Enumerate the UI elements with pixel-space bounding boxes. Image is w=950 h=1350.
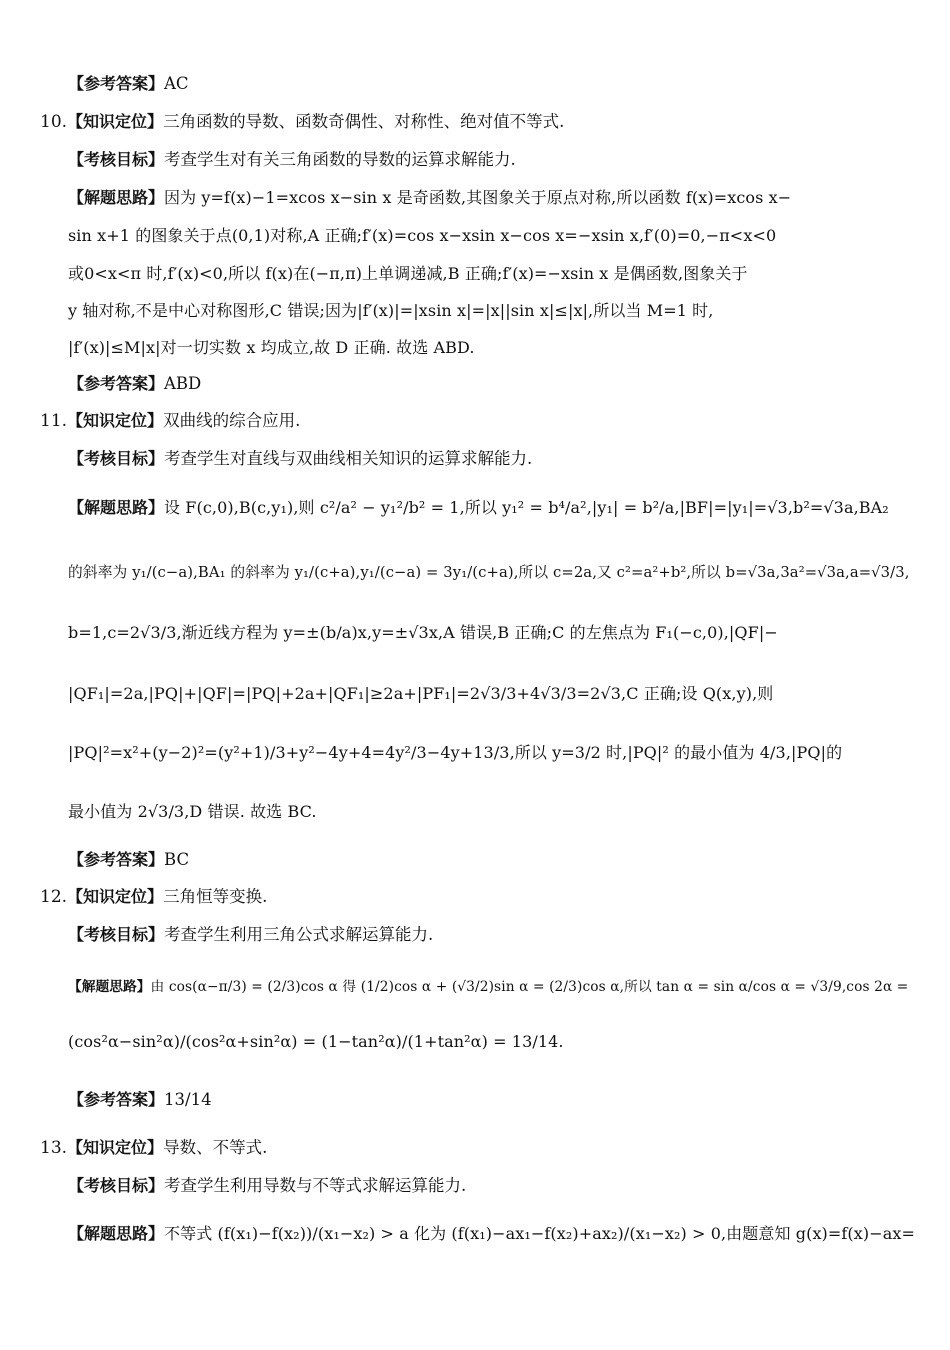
question-number: 13.: [40, 1138, 68, 1158]
goal-text: 考查学生利用导数与不等式求解运算能力.: [164, 1176, 467, 1195]
q11-idea-line-4: [68, 682, 910, 706]
goal-tag: 【考核目标】: [68, 449, 165, 468]
idea-text: 或0<x<π 时,f′(x)<0,所以 f(x)在(−π,π)上单调递减,B 正确;f′(x)=−xsin x 是偶函数,图象关于: [68, 264, 748, 283]
q11-answer-line: [68, 848, 910, 872]
answer-value: 13/14: [164, 1090, 212, 1109]
q12-idea-line-1: [68, 974, 910, 999]
q11-idea-line-2: [68, 560, 910, 585]
idea-text: 设 F(c,0),B(c,y₁),则 c²/a² − y₁²/b² = 1,所以 y₁² = b⁴/a²,|y₁| = b²/a,|BF|=|y₁|=√3,b²=√3a,BA₂: [164, 498, 889, 517]
q10-idea-line-4: [68, 299, 910, 323]
idea-text: b=1,c=2√3/3,渐近线方程为 y=±(b/a)x,y=±√3x,A 错误,B 正确;C 的左焦点为 F₁(−c,0),|QF|−: [68, 623, 778, 642]
topic-text: 三角恒等变换.: [163, 887, 268, 906]
idea-text: 由 cos(α−π/3) = (2/3)cos α 得 (1/2)cos α + (√3/2)sin α = (2/3)cos α,所以 tan α = sin α/cos α = √3/9,cos 2α =: [150, 979, 909, 995]
topic-tag: 【知识定位】: [67, 1138, 164, 1157]
idea-text: 最小值为 2√3/3,D 错误. 故选 BC.: [68, 802, 317, 821]
q11-idea-line-5: [68, 741, 910, 765]
goal-tag: 【考核目标】: [68, 1176, 165, 1195]
answer-value: BC: [164, 850, 190, 869]
idea-tag: 【解题思路】: [68, 188, 165, 207]
goal-tag: 【考核目标】: [68, 150, 165, 169]
idea-tag: 【解题思路】: [68, 498, 165, 517]
q10-goal-line: [68, 148, 910, 172]
answer-value: ABD: [164, 374, 202, 393]
question-number: 11.: [40, 411, 68, 431]
q10-idea-line-3: [68, 262, 910, 286]
idea-text: |f′(x)|≤M|x|对一切实数 x 均成立,故 D 正确. 故选 ABD.: [68, 338, 475, 357]
q11-goal-line: [68, 447, 910, 471]
q10-idea-line-1: [68, 186, 910, 210]
topic-tag: 【知识定位】: [67, 112, 164, 131]
q12-topic-line: [40, 885, 882, 909]
topic-text: 双曲线的综合应用.: [163, 411, 301, 430]
answer-tag: 【参考答案】: [68, 850, 165, 869]
q10-idea-line-5: [68, 336, 910, 360]
answer-tag: 【参考答案】: [68, 374, 165, 393]
q13-goal-line: [68, 1174, 910, 1198]
idea-tag: 【解题思路】: [68, 1224, 165, 1243]
topic-tag: 【知识定位】: [67, 411, 164, 430]
topic-tag: 【知识定位】: [67, 887, 164, 906]
idea-tag: 【解题思路】: [68, 979, 151, 995]
answer-tag: 【参考答案】: [68, 74, 165, 93]
q11-topic-line: [40, 409, 882, 433]
q11-idea-line-3: [68, 621, 910, 645]
goal-text: 考查学生利用三角公式求解运算能力.: [164, 925, 434, 944]
q12-answer-line: [68, 1088, 910, 1112]
goal-text: 考查学生对直线与双曲线相关知识的运算求解能力.: [164, 449, 533, 468]
q9-answer-line: [68, 72, 910, 96]
answer-tag: 【参考答案】: [68, 1090, 165, 1109]
idea-text: (cos²α−sin²α)/(cos²α+sin²α) = (1−tan²α)/(1+tan²α) = 13/14.: [68, 1032, 564, 1051]
q10-idea-line-2: [68, 224, 910, 248]
question-number: 12.: [40, 887, 68, 907]
q10-topic-line: [40, 110, 882, 134]
topic-text: 三角函数的导数、函数奇偶性、对称性、绝对值不等式.: [163, 112, 565, 131]
answer-value: AC: [164, 74, 189, 93]
goal-text: 考查学生对有关三角函数的导数的运算求解能力.: [164, 150, 516, 169]
question-number: 10.: [40, 112, 68, 132]
q13-topic-line: [40, 1136, 882, 1160]
idea-text: y 轴对称,不是中心对称图形,C 错误;因为|f′(x)|=|xsin x|=|x||sin x|≤|x|,所以当 M=1 时,: [68, 301, 714, 320]
topic-text: 导数、不等式.: [163, 1138, 268, 1157]
q12-idea-line-2: [68, 1030, 910, 1054]
q13-idea-line-1: [68, 1222, 916, 1246]
idea-text: sin x+1 的图象关于点(0,1)对称,A 正确;f′(x)=cos x−xsin x−cos x=−xsin x,f′(0)=0,−π<x<0: [68, 226, 777, 245]
q10-answer-line: [68, 372, 910, 396]
q11-idea-line-6: [68, 800, 910, 824]
q11-idea-line-1: [68, 496, 910, 520]
idea-text: |PQ|²=x²+(y−2)²=(y²+1)/3+y²−4y+4=4y²/3−4y+13/3,所以 y=3/2 时,|PQ|² 的最小值为 4/3,|PQ|的: [68, 743, 843, 762]
idea-text: 因为 y=f(x)−1=xcos x−sin x 是奇函数,其图象关于原点对称,所以函数 f(x)=xcos x−: [164, 188, 792, 207]
q12-goal-line: [68, 923, 910, 947]
goal-tag: 【考核目标】: [68, 925, 165, 944]
idea-text: 不等式 (f(x₁)−f(x₂))/(x₁−x₂) > a 化为 (f(x₁)−ax₁−f(x₂)+ax₂)/(x₁−x₂) > 0,由题意知 g(x)=f(x)−ax=: [164, 1224, 916, 1243]
idea-text: 的斜率为 y₁/(c−a),BA₁ 的斜率为 y₁/(c+a),y₁/(c−a) = 3y₁/(c+a),所以 c=2a,又 c²=a²+b²,所以 b=√3a,3a²=√3a,a=√3/3,: [68, 564, 910, 581]
idea-text: |QF₁|=2a,|PQ|+|QF|=|PQ|+2a+|QF₁|≥2a+|PF₁|=2√3/3+4√3/3=2√3,C 正确;设 Q(x,y),则: [68, 684, 774, 703]
